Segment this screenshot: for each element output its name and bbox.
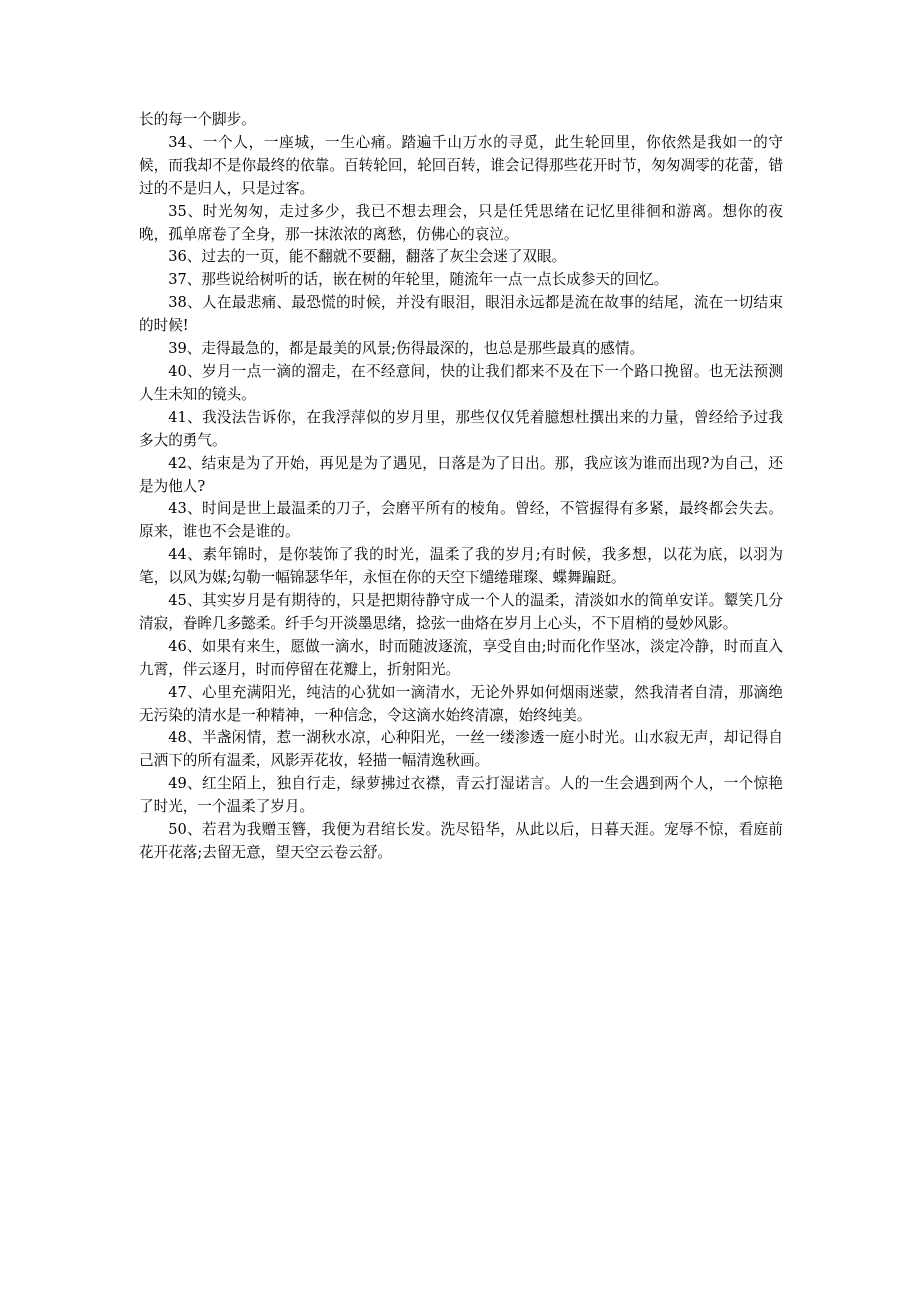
paragraph-45: 45、其实岁月是有期待的，只是把期待静守成一个人的温柔，清淡如水的简单安详。颦笑几分清寂，眷眸几多懿柔。纤手匀开淡墨思绪，捻弦一曲烙在岁月上心头，不下眉梢的曼妙风影。 — [139, 592, 783, 632]
document-body — [139, 109, 783, 865]
paragraph-39: 39、走得最急的，都是最美的风景;伤得最深的，也总是那些最真的感情。 — [168, 340, 645, 358]
paragraph-36: 36、过去的一页，能不翻就不要翻，翻落了灰尘会迷了双眼。 — [168, 248, 567, 266]
paragraph-47: 47、心里充满阳光，纯洁的心犹如一滴清水，无论外界如何烟雨迷蒙，然我清者自清，那滴绝无污染的清水是一种精神，一种信念，令这滴水始终清凛，始终纯美。 — [139, 683, 783, 724]
paragraph-37: 37、那些说给树听的话，嵌在树的年轮里，随流年一点一点长成参天的回忆。 — [168, 271, 669, 289]
paragraph-46: 46、如果有来生，愿做一滴水，时而随波逐流，享受自由;时而化作坚冰，淡定冷静，时而直入九霄，伴云逐月，时而停留在花瓣上，折射阳光。 — [139, 637, 783, 678]
paragraph-continuation: 长的每一个脚步。 — [139, 111, 256, 128]
paragraph-40: 40、岁月一点一滴的溜走，在不经意间，快的让我们都来不及在下一个路口挽留。也无法预测人生未知的镜头。 — [139, 362, 783, 403]
paragraph-42: 42、结束是为了开始，再见是为了遇见，日落是为了日出。那，我应该为谁而出现?为自己，还是为他人? — [139, 454, 783, 495]
paragraph-44: 44、素年锦时，是你装饰了我的时光，温柔了我的岁月;有时候，我多想，以花为底，以羽为笔，以风为媒;勾勒一幅锦瑟华年，永恒在你的天空下缱绻璀璨、蝶舞蹁跹。 — [139, 546, 783, 587]
paragraph-35: 35、时光匆匆，走过多少，我已不想去理会，只是任凭思绪在记忆里徘徊和游离。想你的夜晚，孤单席卷了全身，那一抹浓浓的离愁，仿佛心的哀泣。 — [139, 202, 783, 243]
paragraph-43: 43、时间是世上最温柔的刀子，会磨平所有的棱角。曾经，不管握得有多紧，最终都会失去。原来，谁也不会是谁的。 — [139, 500, 783, 541]
paragraph-50: 50、若君为我赠玉簪，我便为君绾长发。洗尽铅华，从此以后，日暮天涯。宠辱不惊，看庭前花开花落;去留无意，望天空云卷云舒。 — [139, 821, 783, 861]
paragraph-34: 34、一个人，一座城，一生心痛。踏遍千山万水的寻觅，此生轮回里，你依然是我如一的守候，而我却不是你最终的依靠。百转轮回，轮回百转，谁会记得那些花开时节，匆匆凋零的花蕾，错过的不是归人，只是过客。 — [139, 133, 783, 197]
paragraph-41: 41、我没法告诉你，在我浮萍似的岁月里，那些仅仅凭着臆想杜撰出来的力量，曾经给予过我多大的勇气。 — [139, 408, 783, 449]
paragraph-38: 38、人在最悲痛、最恐慌的时候，并没有眼泪，眼泪永远都是流在故事的结尾，流在一切结束的时候! — [139, 294, 783, 335]
paragraph-48: 48、半盏闲情，惹一湖秋水凉，心种阳光，一丝一缕渗透一庭小时光。山水寂无声，却记得自己洒下的所有温柔，风影弄花妆，轻描一幅清逸秋画。 — [139, 729, 783, 770]
paragraph-49: 49、红尘陌上，独自行走，绿萝拂过衣襟，青云打湿诺言。人的一生会遇到两个人，一个惊艳了时光，一个温柔了岁月。 — [139, 775, 783, 816]
